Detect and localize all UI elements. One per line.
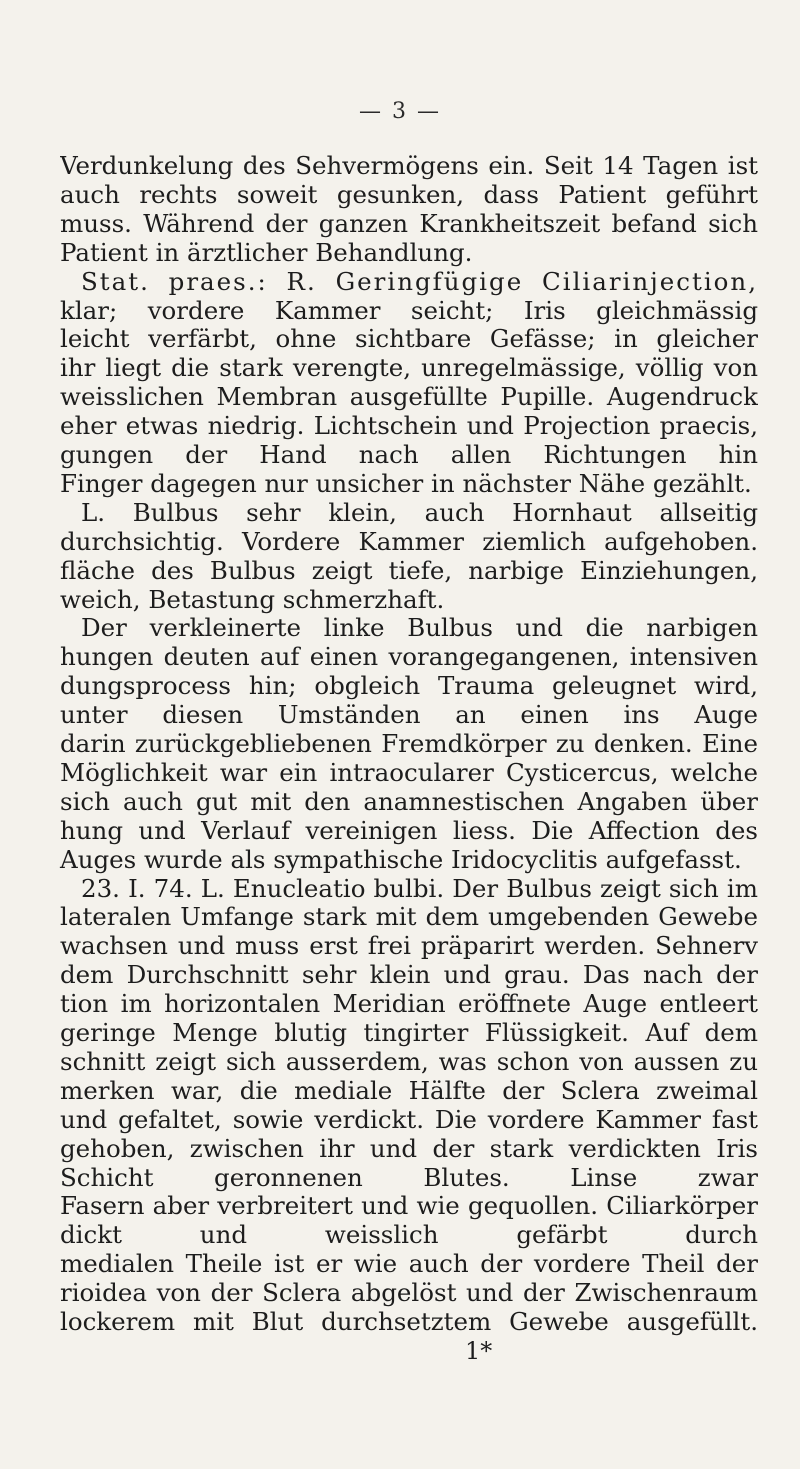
text-line: merken war, die mediale Hälfte der Sclera zweimal: [60, 1076, 758, 1105]
text-line: L. Bulbus sehr klein, auch Hornhaut allseitig: [81, 498, 758, 527]
text-line: Auges wurde als sympathische Iridocyclitis aufgefasst.: [60, 844, 742, 874]
text-line: Patient in ärztlicher Behandlung.: [60, 237, 473, 267]
text-line: leicht verfärbt, ohne sichtbare Gefässe; in gleicher: [60, 325, 758, 354]
text-line: fläche des Bulbus zeigt tiefe, narbige Einziehungen,: [60, 556, 758, 585]
text-line: klar; vordere Kammer seicht; Iris gleichmässig: [60, 296, 758, 325]
page-number: — 3 —: [359, 99, 441, 124]
text-line: Möglichkeit war ein intraocularer Cysticercus, welche: [60, 758, 758, 787]
text-line: rioidea von der Sclera abgelöst und der Zwischenraum: [60, 1279, 758, 1308]
text-line: eher etwas niedrig. Lichtschein und Projection praecis,: [60, 412, 758, 441]
text-line: wachsen und muss erst frei präparirt werden. Sehnerv: [60, 932, 758, 961]
stat-praes-label: Stat. praes.: R. Geringfügige Ciliarinjection,: [81, 267, 758, 296]
text-line: gungen der Hand nach allen Richtungen hin: [60, 441, 758, 469]
text-line: sich auch gut mit den anamnestischen Angaben über: [60, 787, 758, 816]
text-line: tion im horizontalen Meridian eröffnete Auge entleert: [60, 990, 758, 1019]
text-line: gehoben, zwischen ihr und der stark verdickten Iris: [60, 1134, 758, 1163]
signature-mark: 1*: [465, 1337, 493, 1365]
text-line: Schicht geronnenen Blutes. Linse zwar: [60, 1163, 758, 1192]
text-line: weich, Betastung schmerzhaft.: [60, 584, 445, 614]
text-line: Verdunkelung des Sehvermögens ein. Seit 14 Tagen ist: [60, 152, 758, 180]
text-line: darin zurückgebliebenen Fremdkörper zu denken. Eine: [60, 730, 758, 758]
text-line: hung und Verlauf vereinigen liess. Die Affection des: [60, 816, 758, 845]
text-line: lockerem mit Blut durchsetztem Gewebe ausgefüllt.: [60, 1308, 758, 1336]
text-line: [81, 268, 758, 296]
text-line: hungen deuten auf einen vorangegangenen, intensiven: [60, 643, 758, 672]
text-line: Der verkleinerte linke Bulbus und die narbigen: [81, 614, 758, 643]
text-line: muss. Während der ganzen Krankheitszeit befand sich: [60, 209, 758, 238]
text-line: Finger dagegen nur unsicher in nächster Nähe gezählt.: [60, 468, 752, 498]
text-line: durchsichtig. Vordere Kammer ziemlich aufgehoben.: [60, 527, 758, 556]
text-line: Fasern aber verbreitert und wie gequollen. Ciliarkörper: [60, 1192, 758, 1221]
text-line: weisslichen Membran ausgefüllte Pupille. Augendruck: [60, 383, 758, 412]
text-line: dungsprocess hin; obgleich Trauma geleugnet wird,: [60, 672, 758, 701]
text-line: ihr liegt die stark verengte, unregelmässige, völlig von: [60, 354, 758, 383]
text-line: dickt und weisslich gefärbt durch: [60, 1221, 758, 1250]
text-line: dem Durchschnitt sehr klein und grau. Das nach der: [60, 961, 758, 990]
text-line: lateralen Umfange stark mit dem umgebenden Gewebe: [60, 903, 758, 932]
text-line: unter diesen Umständen an einen ins Auge: [60, 701, 758, 730]
text-line: geringe Menge blutig tingirter Flüssigkeit. Auf dem: [60, 1019, 758, 1047]
text-line: 23. I. 74. L. Enucleatio bulbi. Der Bulbus zeigt sich im: [81, 874, 758, 903]
text-line: und gefaltet, sowie verdickt. Die vordere Kammer fast: [60, 1105, 758, 1134]
text-line: auch rechts soweit gesunken, dass Patient geführt: [60, 180, 758, 209]
text-line: medialen Theile ist er wie auch der vordere Theil der: [60, 1250, 758, 1279]
text-line: schnitt zeigt sich ausserdem, was schon von aussen zu: [60, 1047, 758, 1076]
